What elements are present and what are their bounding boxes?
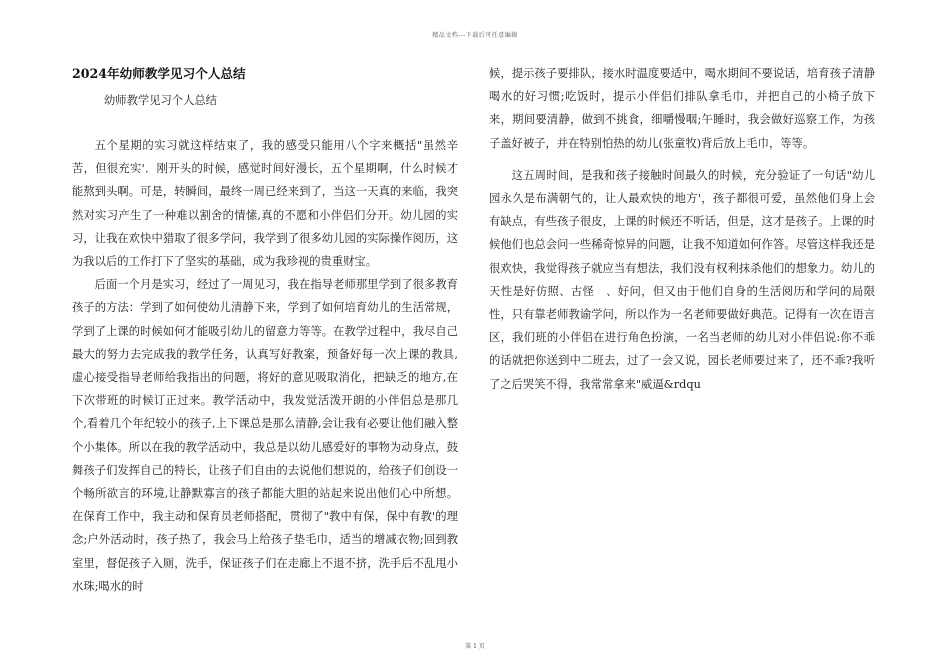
paragraph-1: 五个星期的实习就这样结束了，我的感受只能用八个字来概括"虽然辛苦，但很充实'．刚开头的时候，感觉时间好漫长，五个星期啊，什么时候才能熬到头啊。可是，转瞬间，最终一周已经来到了，当这一天真的来临，我突然对实习产生了一种难以割舍的情愫,真的不愿和小伴侣们分开。幼儿园的实习，让我在欢快中猎取了很多学问，我学到了很多幼儿园的实际操作阅历，这为我以后的工作打下了坚实的基础，成为我珍视的贵重财宝。 <box>72 139 458 269</box>
paragraph-3: 这五周时间，是我和孩子接触时间最久的时候，充分验证了一句话"幼儿园永久是布满朝气的，让人最欢快的地方'，孩子都很可爱，虽然他们身上会有缺点，有些孩子很皮，上课的时候还不听话，但是，这才是孩子。上课的时候他们也总会问一些稀奇惊异的问题，让我不知道如何作答。尽管这样我还是很欢快，我觉得孩子就应当有想法，我们没有权利抹杀他们的想象力。幼儿的天性是好仿照、古怪 、好问，但又由于他们自身的生活阅历和学问的局限性，只有靠老师教谕学问，所以作为一名老师要做好典范。记得有一次在语言区，我们班的小伴侣在进行角色扮演，一名当老师的幼儿对小伴侣说:你不乖的话就把你送到中二班去，过了一会又说，园长老师要过来了，还不乖?我听了之后哭笑不得，我常常拿来"威逼&rdqu <box>489 168 875 391</box>
paragraph-2: 后面一个月是实习，经过了一周见习，我在指导老师那里学到了很多教育孩子的方法：学到了如何使幼儿清静下来，学到了如何培育幼儿的生活常规，学到了上课的时候如何才能吸引幼儿的留意力等等。在教学过程中，我尽自己最大的努力去完成我的教学任务，认真写好教案，预备好每一次上课的教具,虚心接受指导老师给我指出的问题，将好的意见吸取消化，把缺乏的地方,在下次带班的时候订正过来。教学活动中，我发觉活泼开朗的小伴侣总是那几个,看着几个年纪较小的孩子,上下课总是那么清静,会让我有必要让他们融入整个小集体。所以在我的教学活动中，我总是以幼儿感爱好的事物为动身点，鼓舞孩子们发挥自己的特长，让孩子们自由的去说他们想说的，给孩子们创设一个畅所欲言的环境,让静默寡言的孩子都能大胆的站起来说出他们心中所想。在保育工作中，我主动和保育员老师搭配，贯彻了"教中有保，保中有教'的理念;户外活动时，孩子热了，我会马上给孩子垫毛巾，适当的增减衣物;回到教室里，督促孩子入厕，洗手，保证孩子们在走廊上不退不挤，洗手后不乱甩小水珠;喝水的时 <box>72 278 458 593</box>
paragraph-2-continued: 候，提示孩子要排队，接水时温度要适中，喝水期间不要说话，培育孩子清静喝水的好习惯;吃饭时，提示小伴侣们排队拿毛巾，并把自己的小椅子放下来，期间要清静，做到不挑食，细嚼慢咽;午睡时，我会做好巡察工作，为孩子盖好被子，并在特别怕热的幼儿(张童牧)背后放上毛巾，等等。 <box>489 67 875 150</box>
right-column <box>489 62 875 396</box>
page-number: 第 1 页 <box>465 643 485 650</box>
page-header: 精品文档---下载后可任意编辑 <box>432 32 518 39</box>
document-title: 2024年幼师教学见习个人总结 <box>72 66 246 81</box>
document-subtitle: 幼师教学见习个人总结 <box>104 94 217 107</box>
left-column <box>72 62 458 598</box>
